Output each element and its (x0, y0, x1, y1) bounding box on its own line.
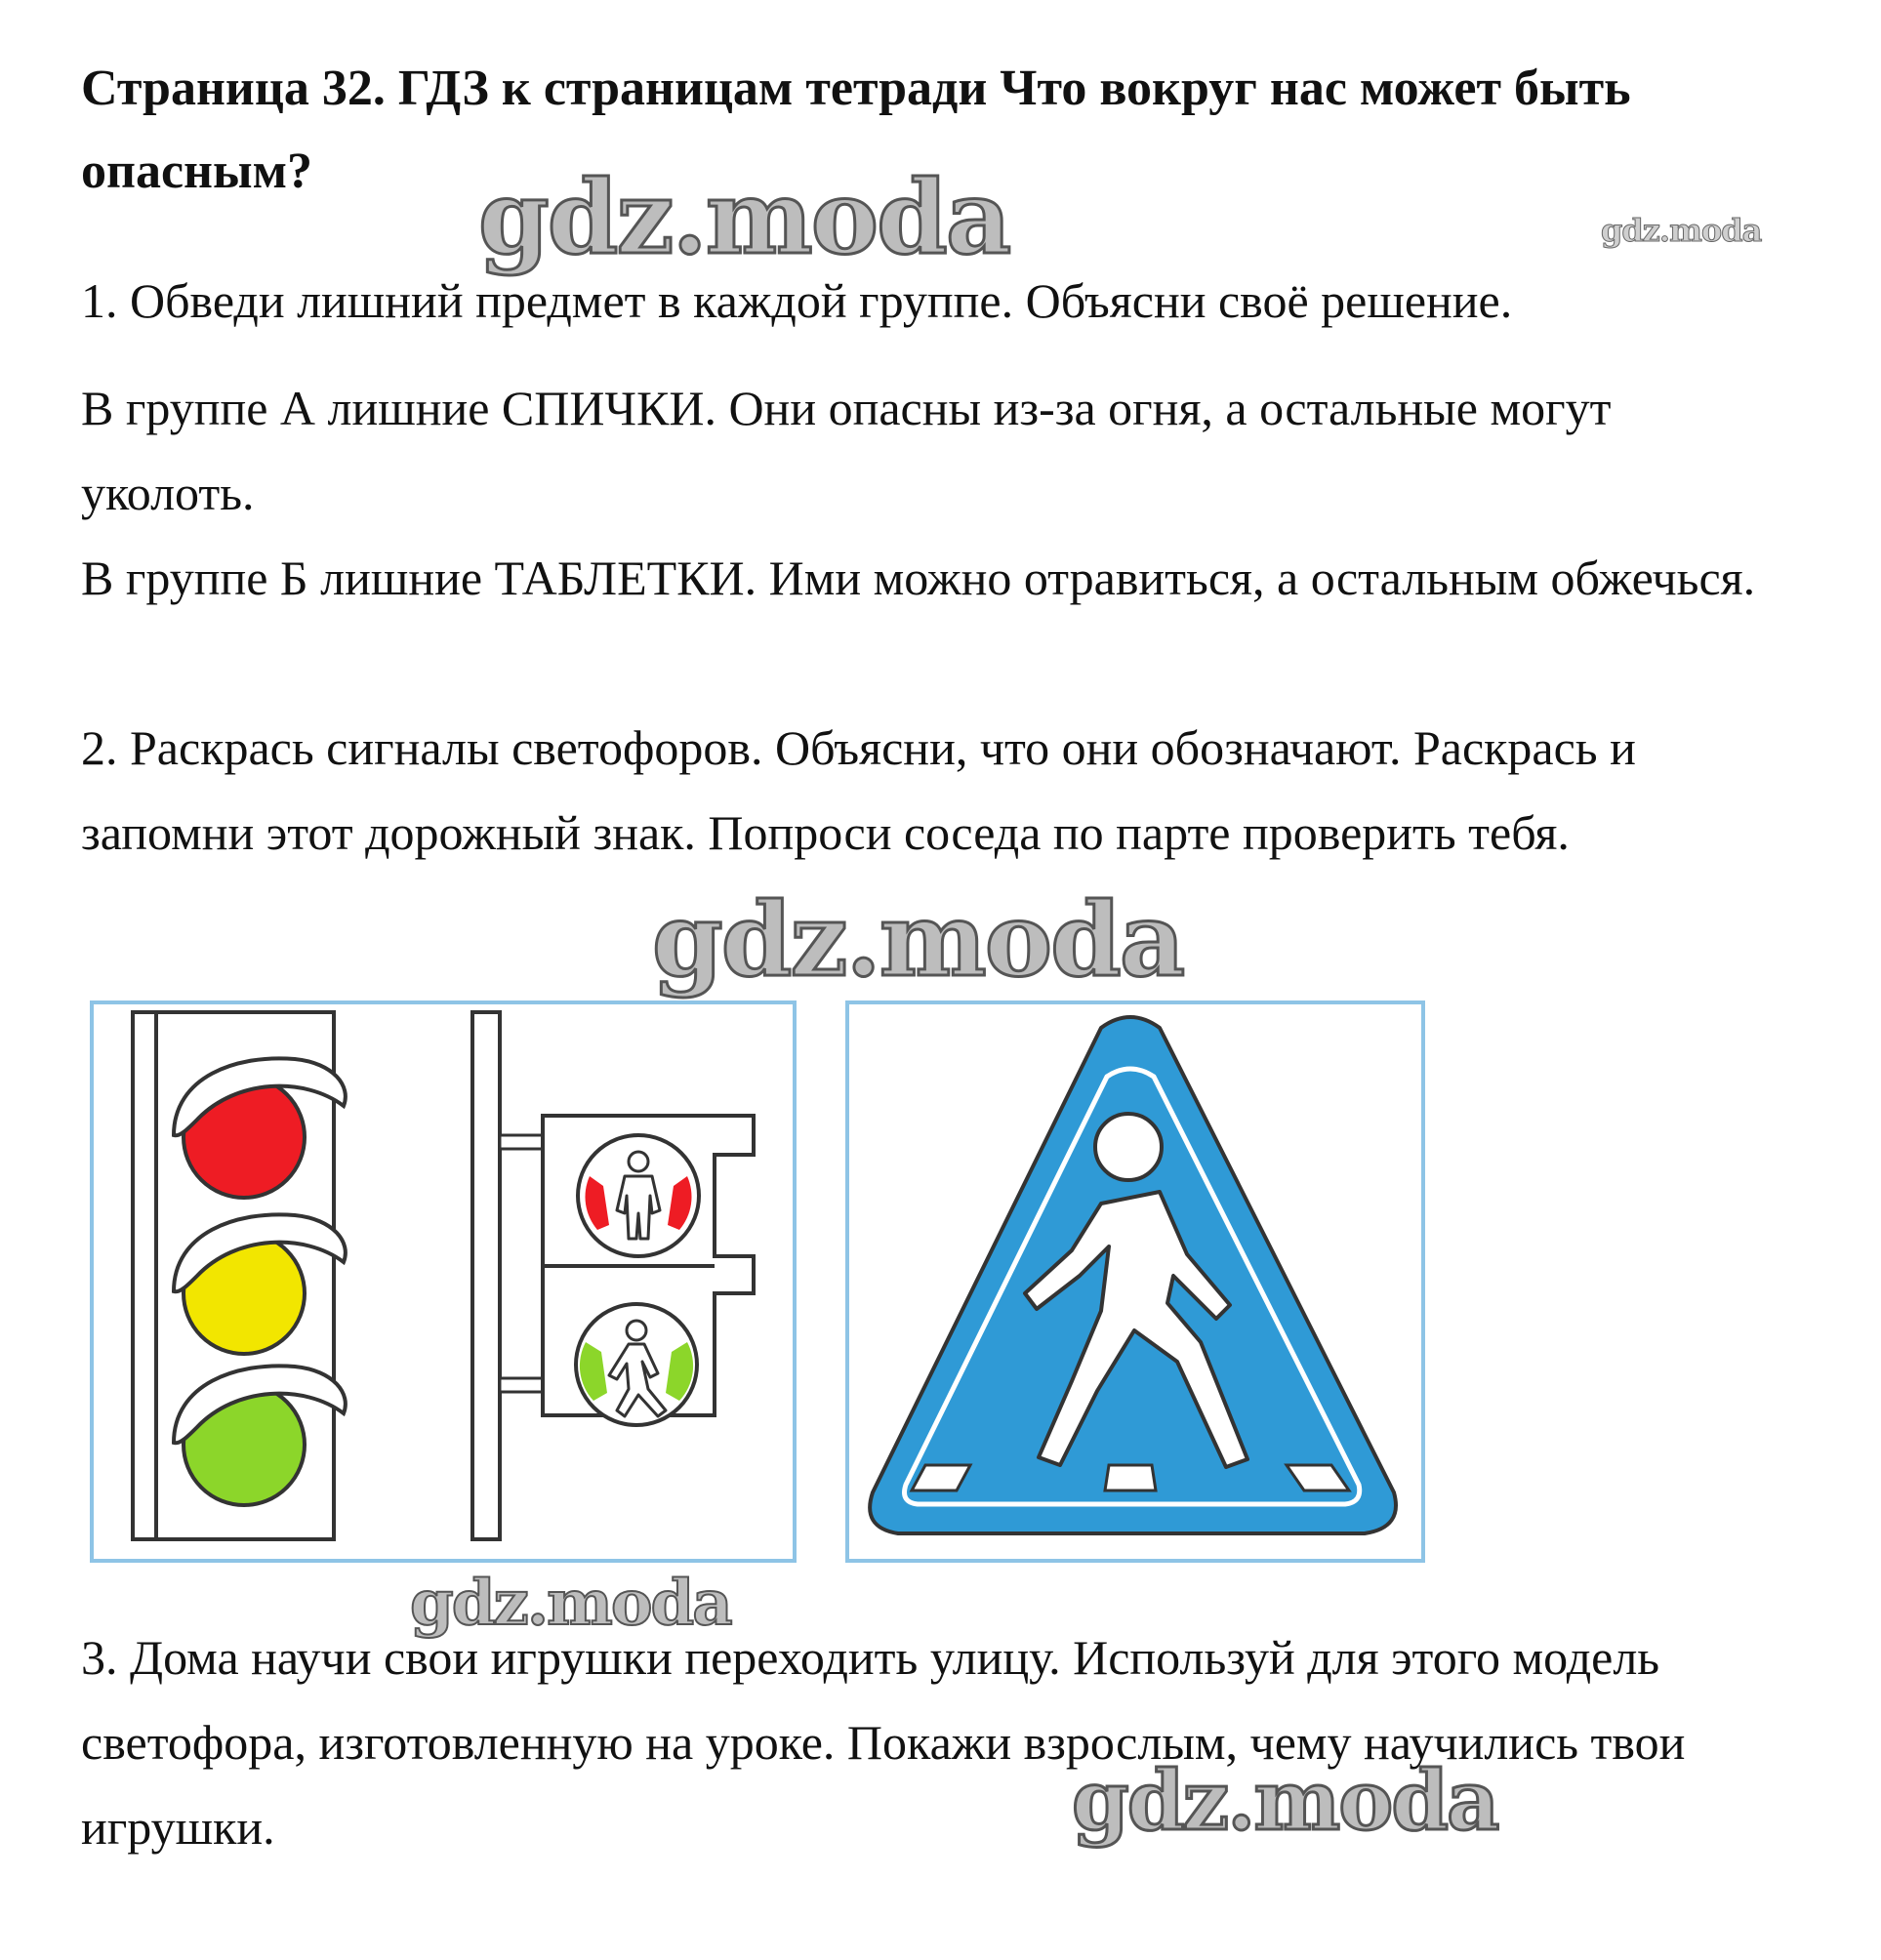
watermark-logo-middle: gdz.moda (652, 879, 1184, 1000)
watermark-logo-below-images: gdz.moda (410, 1567, 731, 1640)
page-title: Страница 32. ГДЗ к страницам тетради Что вокруг нас может быть опасным? (81, 61, 1631, 199)
watermark-logo-bottom: gdz.moda (1072, 1752, 1498, 1849)
task1-answer-b: В группе Б лишние ТАБЛЕТКИ. Ими можно отравиться, а остальным обжечься. (81, 551, 1756, 605)
traffic-lights-illustration (90, 1000, 797, 1563)
task3-text: 3. Дома научи свои игрушки переходить улицу. Используй для этого модель светофора, изготовленную на уроке. Покажи взрослым, чему научились твои игрушки. (81, 1630, 1686, 1855)
watermark-logo: gdz.moda (478, 157, 1010, 277)
vehicle-traffic-light-icon (133, 1012, 346, 1539)
watermark-logo-small: gdz.moda (1601, 212, 1762, 249)
task2-question: 2. Раскрась сигналы светофоров. Объясни, что они обозначают. Раскрась и запомни этот дорожный знак. Попроси соседа по парте проверить тебя. (81, 720, 1636, 860)
task1-answer-a: В группе А лишние СПИЧКИ. Они опасны из-за огня, а остальные могут уколоть. (81, 381, 1612, 520)
task1-question: 1. Обведи лишний предмет в каждой группе. Объясни своё решение. (81, 273, 1513, 328)
pedestrian-crossing-illustration (845, 1000, 1425, 1563)
